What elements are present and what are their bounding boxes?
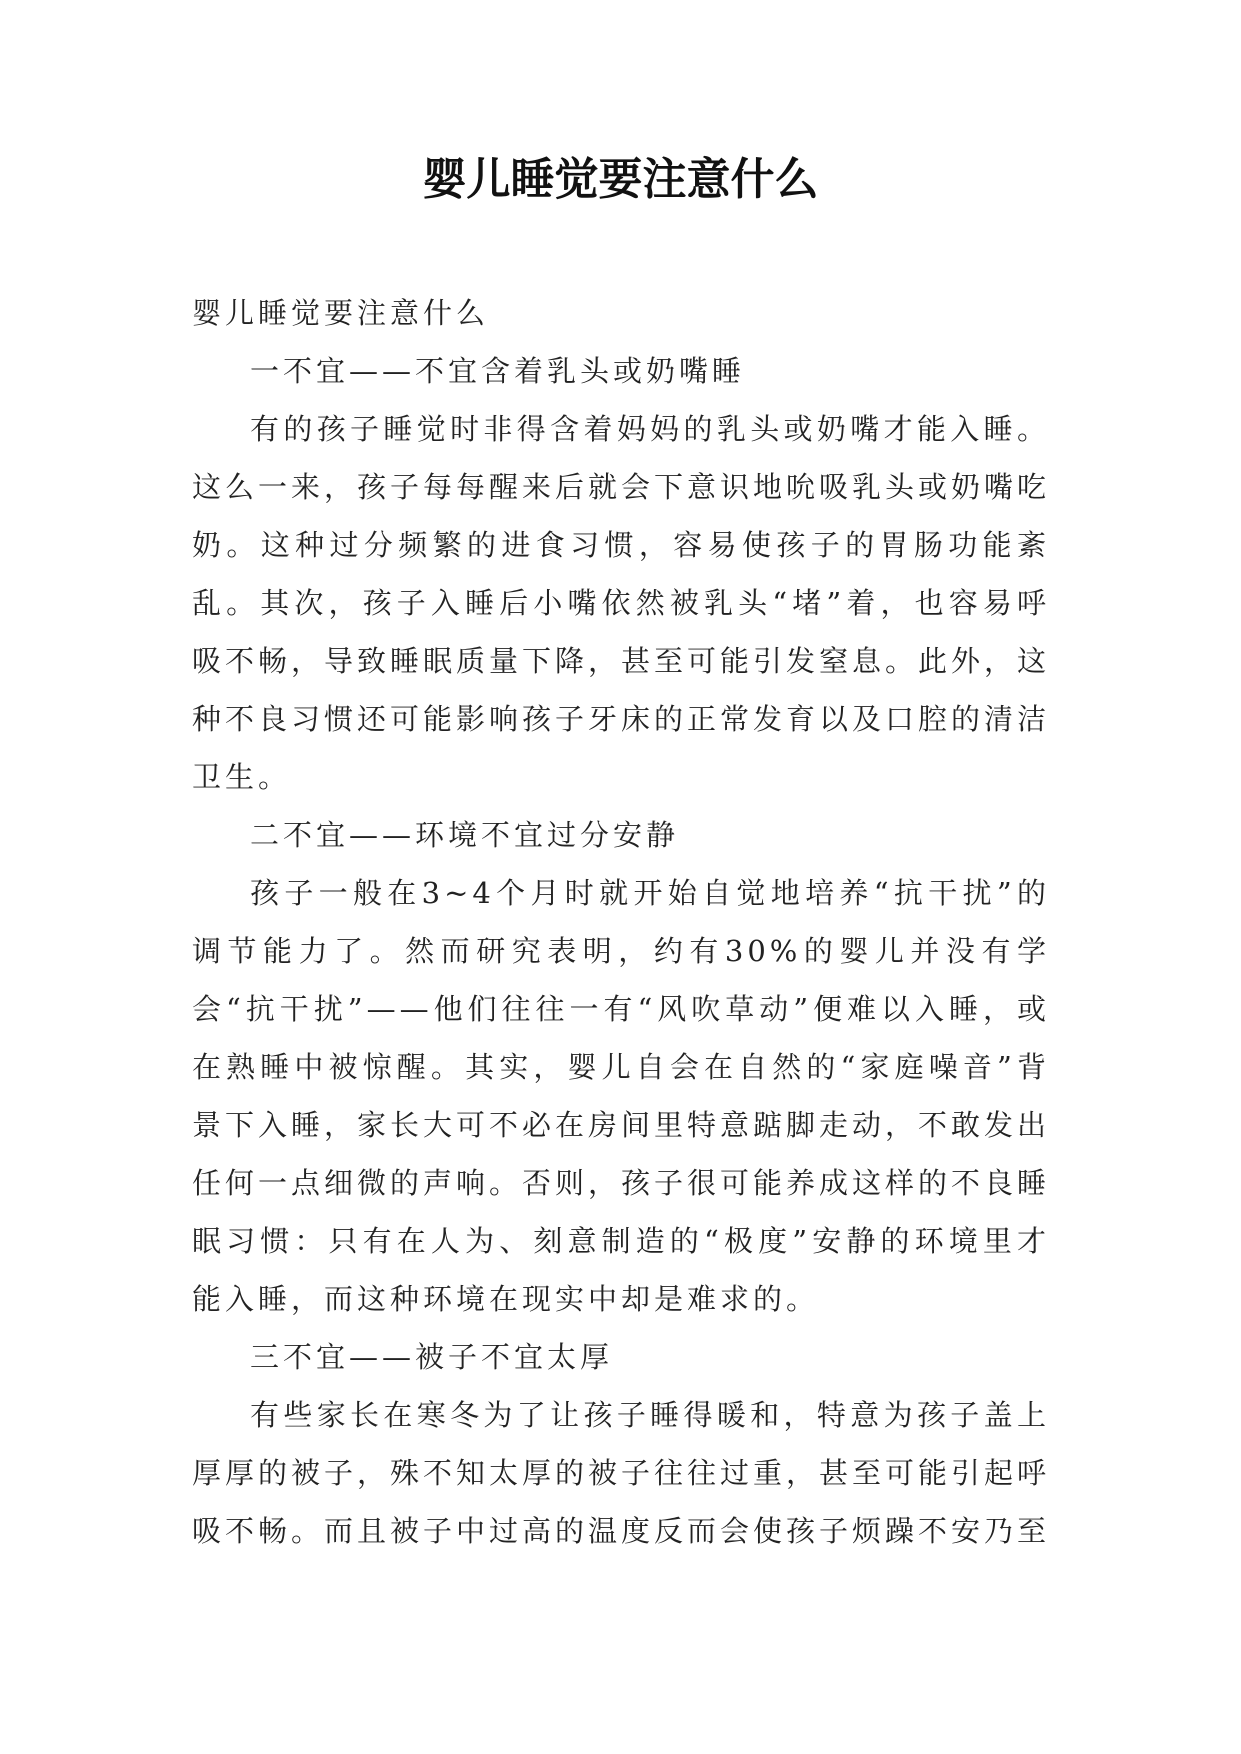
subtitle-line: 婴儿睡觉要注意什么 (192, 296, 490, 330)
document-title: 婴儿睡觉要注意什么 (422, 154, 819, 205)
section-heading: 一不宜——不宜含着乳头或奶嘴睡 (250, 354, 746, 388)
section-heading: 三不宜——被子不宜太厚 (250, 1340, 614, 1374)
section-paragraph: 有的孩子睡觉时非得含着妈妈的乳头或奶嘴才能入睡。这么一来，孩子每每醒来后就会下意识地吮吸乳头或奶嘴吃奶。这种过分频繁的进食习惯，容易使孩子的胃肠功能紊乱。其次，孩子入睡后小嘴依然被乳头“堵”着，也容易呼吸不畅，导致睡眠质量下降，甚至可能引发窒息。此外，这种不良习惯还可能影响孩子牙床的正常发育以及口腔的清洁卫生。 (192, 412, 1051, 794)
document-body (192, 284, 1050, 1560)
section-paragraph: 有些家长在寒冬为了让孩子睡得暖和，特意为孩子盖上厚厚的被子，殊不知太厚的被子往往过重，甚至可能引起呼吸不畅。而且被子中过高的温度反而会使孩子烦躁不安乃至 (192, 1398, 1051, 1548)
section-heading: 二不宜——环境不宜过分安静 (250, 818, 680, 852)
section-paragraph: 孩子一般在3~4个月时就开始自觉地培养“抗干扰”的调节能力了。然而研究表明，约有30%的婴儿并没有学会“抗干扰”——他们往往一有“风吹草动”便难以入睡，或在熟睡中被惊醒。其实，婴儿自会在自然的“家庭噪音”背景下入睡，家长大可不必在房间里特意踮脚走动，不敢发出任何一点细微的声响。否则，孩子很可能养成这样的不良睡眠习惯：只有在人为、刻意制造的“极度”安静的环境里才能入睡，而这种环境在现实中却是难求的。 (192, 876, 1051, 1316)
